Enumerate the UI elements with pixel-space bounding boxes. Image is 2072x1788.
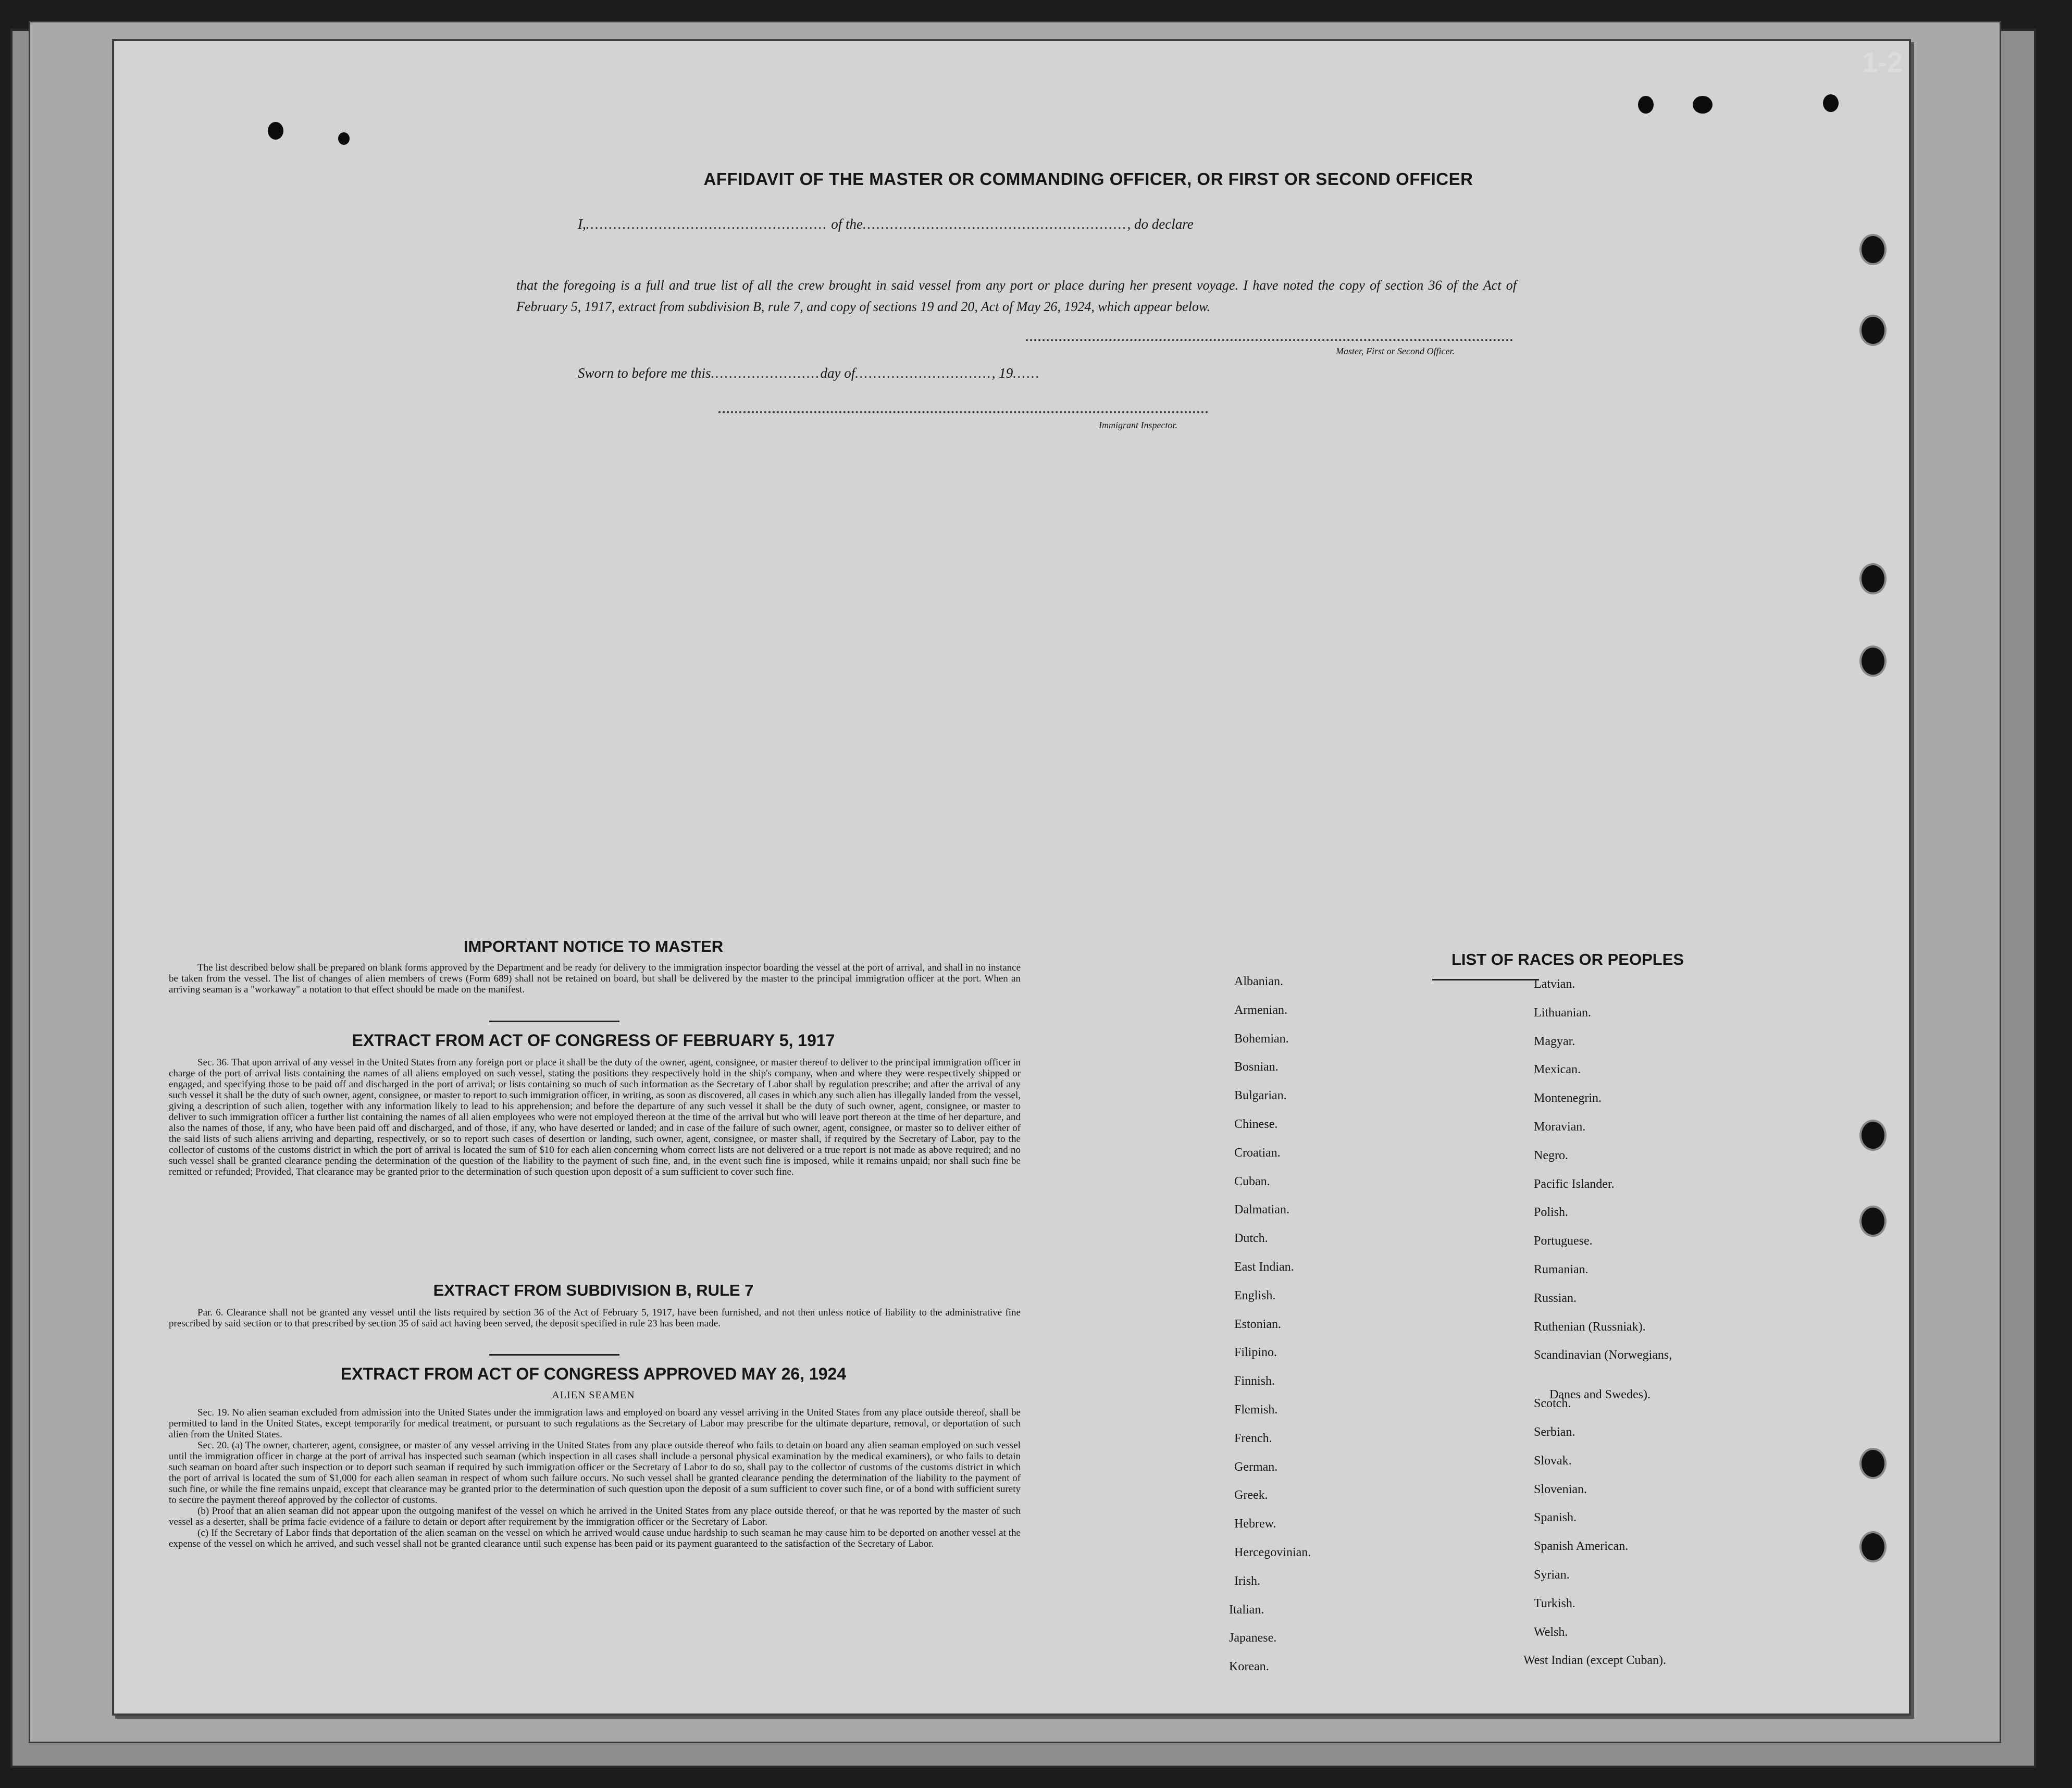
affidavit-title: AFFIDAVIT OF THE MASTER OR COMMANDING OFFICER, OR FIRST OR SECOND OFFICER [703, 169, 1473, 189]
race-item: Lithuanian. [1534, 1005, 1591, 1020]
rule7-paragraph: Par. 6. Clearance shall not be granted any vessel until the lists required by section 36 of the Act of February 5, 1917, have been furnished, and not then unless notice of liability to the administrative fine prescribed by said section or to that prescribed by section 35 of said act having been served, the deposit specified in rule 23 has been made. [169, 1307, 1021, 1329]
ink-spot [1693, 96, 1713, 114]
divider [489, 1354, 619, 1356]
race-item: Scandinavian (Norwegians, [1534, 1348, 1672, 1362]
race-item: Filipino. [1234, 1346, 1277, 1360]
race-item: Mexican. [1534, 1063, 1581, 1077]
extract-1924-text [169, 1407, 1021, 1549]
race-item: Japanese. [1229, 1631, 1277, 1645]
race-item: Cuban. [1234, 1174, 1270, 1188]
race-item: Turkish. [1534, 1596, 1575, 1610]
race-item: East Indian. [1234, 1260, 1294, 1274]
race-item: Dalmatian. [1234, 1203, 1289, 1217]
race-item: Rumanian. [1534, 1263, 1589, 1276]
race-item: West Indian (except Cuban). [1523, 1654, 1666, 1668]
race-item: Flemish. [1234, 1403, 1278, 1417]
punch-hole [1859, 563, 1887, 594]
inspector-caption: Immigrant Inspector. [1099, 420, 1177, 430]
manifest-reverse-page [112, 39, 1911, 1716]
sworn-year: , 19 [991, 365, 1013, 381]
race-item: Welsh. [1534, 1625, 1568, 1639]
races-title: LIST OF RACES OR PEOPLES [1451, 950, 1684, 968]
race-item: Korean. [1229, 1660, 1269, 1674]
punch-hole [1859, 1448, 1887, 1479]
race-item: Irish. [1234, 1574, 1260, 1588]
page-number-mark: 1-2 [1862, 47, 1903, 78]
punch-hole [1859, 645, 1887, 677]
race-item: Ruthenian (Russniak). [1534, 1320, 1646, 1334]
extract-1924-title: EXTRACT FROM ACT OF CONGRESS APPROVED MAY 26, 1924 [340, 1364, 847, 1383]
divider [1432, 979, 1539, 980]
master-caption: Master, First or Second Officer. [1336, 346, 1455, 356]
affidavit-body: that the foregoing is a full and true list of all the crew brought in said vessel from any port or place during her present voyage. I have noted the copy of section 36 of the Act of February 5, 1917, extract from subdivision B, rule 7, and copy of sections 19 and 20, Act of May 26, 1924, which appear below. [516, 278, 1517, 314]
race-item: Bohemian. [1234, 1032, 1289, 1046]
notice-title: IMPORTANT NOTICE TO MASTER [463, 937, 724, 955]
notice-text [169, 962, 1021, 995]
race-item: Magyar. [1534, 1034, 1575, 1048]
section-19-paragraph: Sec. 19. No alien seaman excluded from admission into the United States under the immigration laws and employed on board any vessel arriving in the United States from any place outside thereof, shall be permitted to land in the United States, except temporarily for medical treatment, or pursuant to such regulations as the Secretary of Labor may prescribe for the ultimate departure, removal, or deportation of such alien from the United States. [169, 1407, 1021, 1440]
section-20b-paragraph: (b) Proof that an alien seaman did not appear upon the outgoing manifest of the vessel on which he arrived in the United States from any place outside thereof, or that he was reported by the master of such vessel as a deserter, shall be prima facie evidence of a failure to detain or deport after requirement by the immigration officer or the Secretary of Labor. [169, 1506, 1021, 1528]
punch-hole [1859, 1206, 1887, 1237]
race-item: Spanish American. [1534, 1539, 1629, 1554]
race-item: English. [1234, 1288, 1276, 1302]
punch-hole [1859, 315, 1887, 346]
section-36-paragraph: Sec. 36. That upon arrival of any vessel in the United States from any foreign port or place it shall be the duty of the owner, agent, consignee, or master thereof to deliver to the principal immigration officer in charge of the port of arrival lists containing the names of all aliens employed on such vessel, stating the positions they respectively hold in the ship's company, when and where they were respectively shipped or engaged, and specifying those to be paid off and discharged in the port of arrival; or lists containing so much of such information as the Secretary of Labor shall by regulation prescribe; and after the arrival of any such vessel it shall be the duty of such owner, agent, consignee, or master to report to such immigration officer, in writing, as soon as discovered, all cases in which any such alien has illegally landed from the vessel, giving a description of such alien, together with any information likely to lead to his apprehension; and before the departure of any such vessel it shall be the duty of such owner, agent, consignee, or master to deliver to such immigration officer a further list containing the names of all alien employees who were not employed thereon at the time of the arrival but who will leave port thereon at the time of her departure, and also the names of those, if any, who have been paid off and discharged, and of those, if any, who have deserted or landed; and in case of the failure of such owner, agent, consignee, or master so to deliver either of the said lists of such aliens arriving and departing, respectively, or so to report such cases of desertion or landing, such owner, agent, consignee, or master shall, if required by the Secretary of Labor, pay to the collector of customs of the customs district in which the port of arrival is located the sum of $10 for each alien concerning whom correct lists are not delivered or a true report is not made as above required; and no such vessel shall be granted clearance pending the determination of the question of the liability to the payment of such fine, and, in the event such fine is imposed, while it remains unpaid; nor shall such fine be remitted or refunded; Provided, That clearance may be granted prior to the determination of such question upon deposit of a sum sufficient to cover such fine. [169, 1057, 1021, 1177]
race-item: Negro. [1534, 1148, 1568, 1162]
master-signature-line [1026, 339, 1513, 341]
affidavit-line-1: I,..................................................... of the.........................................................., do declare [578, 216, 1194, 232]
race-item: French. [1234, 1431, 1272, 1445]
affidavit-i: I, [578, 216, 586, 232]
race-item: Chinese. [1234, 1118, 1278, 1131]
divider [489, 1021, 619, 1022]
race-item: Danes and Swedes). [1549, 1388, 1651, 1402]
rule7-text [169, 1307, 1021, 1329]
race-item: Syrian. [1534, 1568, 1570, 1582]
race-item: Armenian. [1234, 1003, 1287, 1017]
section-20a-paragraph: Sec. 20. (a) The owner, charterer, agent, consignee, or master of any vessel arriving in the United States from any place outside thereof who fails to detain on board any alien seaman employed on such vessel until the immigration officer in charge at the port of arrival has inspected such seaman (which inspection in all cases shall include a personal physical examination by the medical examiners), or who fails to detain such seaman on board after such inspection or to deport such seaman if required by such immigration officer or the Secretary of Labor to do so, shall pay to the collector of customs of the customs district in which the port of arrival is located the sum of $1,000 for each alien seaman in respect of whom such failure occurs. No such vessel shall be granted clearance pending the determination of the liability to the payment of such fine, or while the fine remains unpaid, except that clearance may be granted prior to the determination of such question upon the deposit of a sum sufficient to cover such fine, or of a bond with sufficient surety to secure the payment thereof approved by the collector of customs. [169, 1440, 1021, 1506]
race-item: German. [1234, 1460, 1278, 1474]
sworn-line: Sworn to before me this........................day of.............................., 19...... [578, 365, 1040, 381]
race-item: Latvian. [1534, 977, 1575, 991]
sworn-day: day of [820, 365, 855, 381]
race-item: Slovak. [1534, 1454, 1572, 1468]
race-item: Albanian. [1234, 975, 1283, 988]
ink-spot [1638, 96, 1654, 114]
race-item: Finnish. [1234, 1374, 1275, 1388]
punch-hole [1859, 1531, 1887, 1562]
race-item: Scotch. [1534, 1397, 1571, 1411]
race-item: Estonian. [1234, 1317, 1281, 1331]
race-item: Polish. [1534, 1206, 1569, 1220]
punch-hole [1859, 234, 1887, 265]
race-item: Slovenian. [1534, 1482, 1587, 1496]
punch-hole [1859, 1120, 1887, 1151]
race-item: Portuguese. [1534, 1234, 1593, 1248]
race-item: Pacific Islander. [1534, 1177, 1615, 1191]
ink-spot [338, 132, 350, 145]
section-20c-paragraph: (c) If the Secretary of Labor finds that deportation of the alien seaman on the vessel on which he arrived would cause undue hardship to such seaman he may cause him to be deported on another vessel at the expense of the vessel on which he arrived, and such vessel shall not be granted clearance until such expense has been paid or its payment guaranteed to the satisfaction of the Secretary of Labor. [169, 1528, 1021, 1549]
race-item: Russian. [1534, 1291, 1577, 1305]
race-item: Serbian. [1534, 1425, 1575, 1439]
race-item: Dutch. [1234, 1232, 1268, 1246]
extract-1917-text [169, 1057, 1021, 1177]
affidavit-of-the: of the [831, 216, 863, 232]
extract-1917-title: EXTRACT FROM ACT OF CONGRESS OF FEBRUARY 5, 1917 [352, 1031, 835, 1050]
sworn-prefix: Sworn to before me this [578, 365, 711, 381]
race-item: Greek. [1234, 1488, 1268, 1503]
race-item: Croatian. [1234, 1146, 1281, 1160]
race-item: Spanish. [1534, 1511, 1577, 1525]
race-item: Hebrew. [1234, 1517, 1276, 1531]
race-item: Italian. [1229, 1603, 1264, 1617]
rule7-title: EXTRACT FROM SUBDIVISION B, RULE 7 [433, 1281, 754, 1299]
race-item: Hercegovinian. [1234, 1546, 1311, 1559]
inspector-signature-line [718, 411, 1208, 413]
affidavit-do-declare: , do declare [1127, 216, 1194, 232]
race-item: Bosnian. [1234, 1060, 1279, 1074]
race-item: Montenegrin. [1534, 1091, 1602, 1106]
alien-seamen-subtitle: ALIEN SEAMEN [552, 1389, 635, 1401]
ink-spot [268, 122, 283, 140]
ink-spot [1823, 94, 1839, 112]
race-item: Moravian. [1534, 1120, 1586, 1134]
notice-paragraph: The list described below shall be prepared on blank forms approved by the Department and be ready for delivery to the immigration inspector boarding the vessel at the port of arrival, and shall in no instance be taken from the vessel. The list of changes of alien members of crews (Form 689) shall not be retained on board, but shall be delivered by the master to the principal immigration officer at the port. When an arriving seaman is a "workaway" a notation to that effect should be made on the manifest. [169, 962, 1021, 995]
race-item: Bulgarian. [1234, 1089, 1287, 1103]
